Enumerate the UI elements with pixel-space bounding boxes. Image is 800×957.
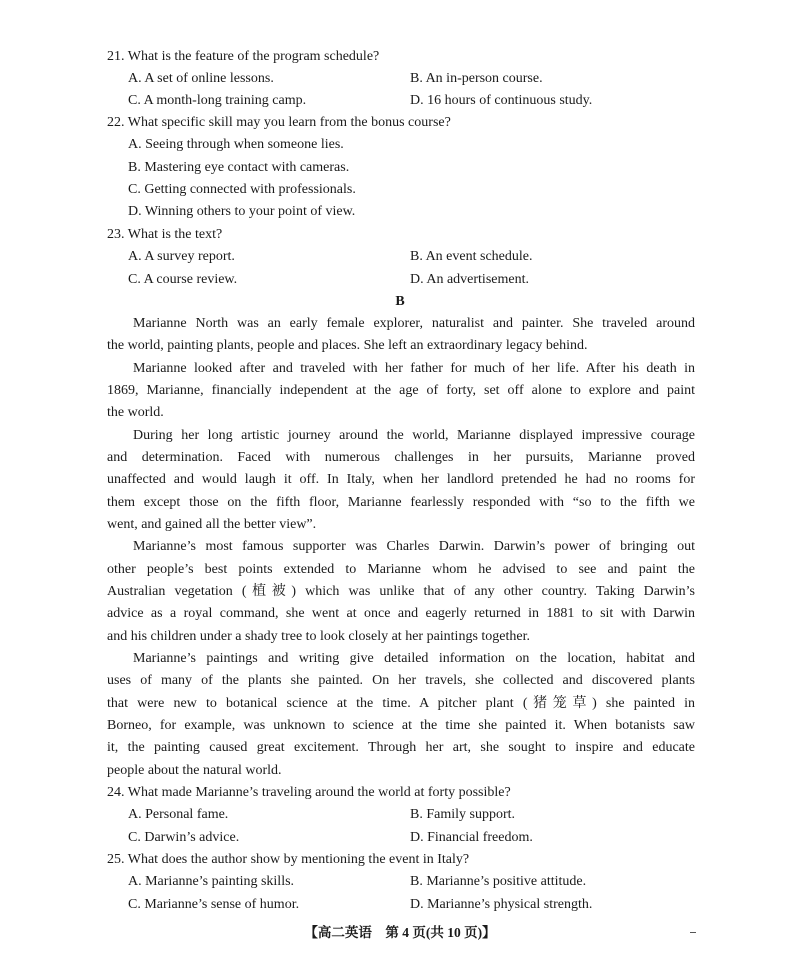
passage-line: and determination. Faced with numerous challenges in her pursuits, Marianne proved <box>107 450 695 465</box>
passage-line: 1869, Marianne, financially independent at the age of forty, set off alone to explore and paint <box>107 383 695 398</box>
passage-line: and his children under a shady tree to look closely at her paintings together. <box>107 629 530 644</box>
q21-option-c: C. A month-long training camp. <box>128 93 307 108</box>
passage-line: uses of many of the plants she painted. On her travels, she collected and discovered plants <box>107 673 695 688</box>
q24-option-c: C. Darwin’s advice. <box>128 830 240 845</box>
q23-stem: 23. What is the text? <box>107 227 223 242</box>
corner-mark <box>690 932 696 933</box>
section-heading: B <box>395 294 405 309</box>
passage-line: advice as a royal command, she went at once and eagerly returned in 1881 to sit with Darwin <box>107 606 695 621</box>
passage-line: people about the natural world. <box>107 763 282 778</box>
q22-stem: 22. What specific skill may you learn from the bonus course? <box>107 115 451 130</box>
q25-option-a: A. Marianne’s painting skills. <box>128 874 295 889</box>
passage-line: that were new to botanical science at the time. A pitcher plant (猪笼草) she painted in <box>107 696 695 711</box>
passage-line: them except those on the fifth floor, Marianne fearlessly responded with “so to the fifth we <box>107 495 695 510</box>
q22-option-d: D. Winning others to your point of view. <box>128 204 356 219</box>
q24-option-d: D. Financial freedom. <box>410 830 533 845</box>
passage-line: Marianne North was an early female explorer, naturalist and painter. She traveled around <box>133 316 695 331</box>
q25-option-c: C. Marianne’s sense of humor. <box>128 897 300 912</box>
q23-option-d: D. An advertisement. <box>410 272 529 287</box>
passage-line: it, the painting caused great excitement. Through her art, she sought to inspire and educate <box>107 740 695 755</box>
passage-line: During her long artistic journey around the world, Marianne displayed impressive courage <box>133 428 695 443</box>
q21-option-b: B. An in-person course. <box>410 71 543 86</box>
q23-option-a: A. A survey report. <box>128 249 235 264</box>
q25-option-b: B. Marianne’s positive attitude. <box>410 874 587 889</box>
q24-option-a: A. Personal fame. <box>128 807 229 822</box>
passage-line: Marianne looked after and traveled with her father for much of her life. After his death in <box>133 361 695 376</box>
q23-option-b: B. An event schedule. <box>410 249 533 264</box>
passage-line: the world. <box>107 405 164 420</box>
q25-stem: 25. What does the author show by mentioning the event in Italy? <box>107 852 470 867</box>
passage-line: unaffected and would laugh it off. In Italy, when her landlord pretended he had no rooms for <box>107 472 695 487</box>
q22-option-b: B. Mastering eye contact with cameras. <box>128 160 350 175</box>
q24-stem: 24. What made Marianne’s traveling around the world at forty possible? <box>107 785 511 800</box>
passage-line: the world, painting plants, people and places. She left an extraordinary legacy behind. <box>107 338 588 353</box>
q22-option-a: A. Seeing through when someone lies. <box>128 137 344 152</box>
passage-line: went, and gained all the better view”. <box>107 517 317 532</box>
passage-line: Marianne’s most famous supporter was Charles Darwin. Darwin’s power of bringing out <box>133 539 695 554</box>
q21-stem: 21. What is the feature of the program schedule? <box>107 49 380 64</box>
passage-line: Australian vegetation (植被) which was unlike that of any other country. Taking Darwin’s <box>107 584 695 599</box>
q21-option-d: D. 16 hours of continuous study. <box>410 93 593 108</box>
passage-line: Marianne’s paintings and writing give detailed information on the location, habitat and <box>133 651 695 666</box>
page-footer: 【高二英语 第 4 页(共 10 页)】 <box>304 925 496 940</box>
q21-option-a: A. A set of online lessons. <box>128 71 274 86</box>
passage-line: Borneo, for example, was unknown to science at the time she painted it. When botanists saw <box>107 718 695 733</box>
q24-option-b: B. Family support. <box>410 807 516 822</box>
q25-option-d: D. Marianne’s physical strength. <box>410 897 593 912</box>
q23-option-c: C. A course review. <box>128 272 238 287</box>
q22-option-c: C. Getting connected with professionals. <box>128 182 356 197</box>
passage-line: other people’s best points extended to Marianne whom he advised to see and paint the <box>107 562 695 577</box>
